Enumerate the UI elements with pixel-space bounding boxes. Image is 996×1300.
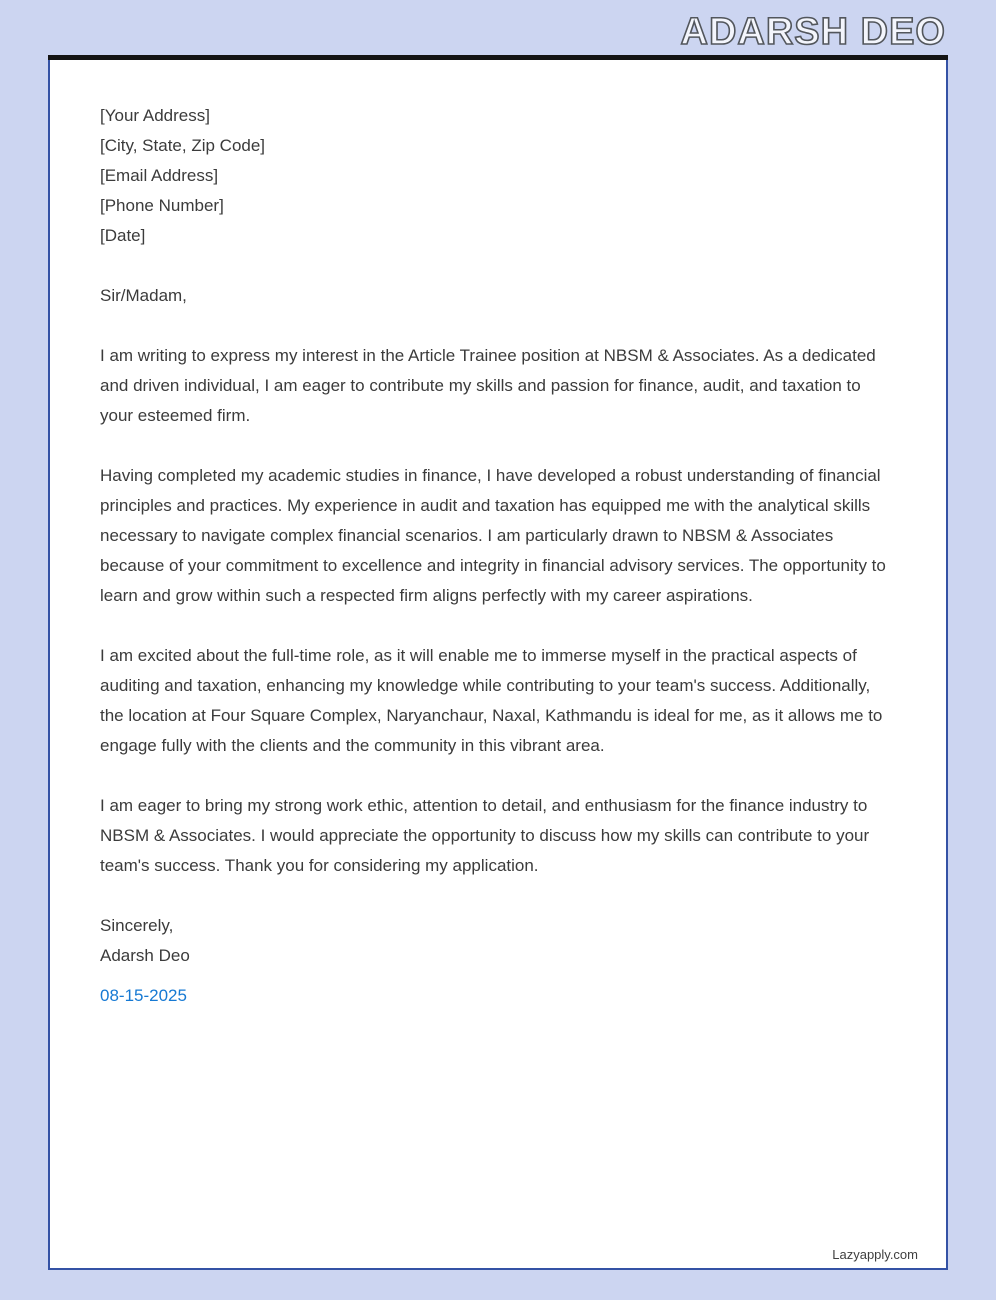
address-line: [Date] [100, 226, 146, 245]
address-line: [Your Address] [100, 106, 210, 125]
applicant-name: ADARSH DEO [680, 11, 946, 53]
salutation: Sir/Madam, [100, 286, 187, 305]
closing-block [100, 911, 896, 1011]
address-line: [City, State, Zip Code] [100, 136, 266, 155]
page-header [48, 10, 948, 54]
letter-paragraph: I am eager to bring my strong work ethic, attention to detail, and enthusiasm for the finance industry to NBSM & Associates. I would appreciate the opportunity to discuss how my skills can contribute to your team's success. Thank you for considering my application. [100, 796, 870, 875]
letter-page [48, 57, 948, 1270]
sender-info-block [100, 101, 896, 251]
signature-name: Adarsh Deo [100, 946, 190, 965]
address-line: [Phone Number] [100, 196, 224, 215]
header-divider [48, 55, 948, 60]
letter-paragraph: I am excited about the full-time role, as it will enable me to immerse myself in the practical aspects of auditing and taxation, enhancing my knowledge while contributing to your team's success. Additionally, the location at Four Square Complex, Naryanchaur, Naxal, Kathmandu is ideal for me, as it allows me to engage fully with the clients and the community in this vibrant area. [100, 646, 883, 755]
letter-body [100, 101, 896, 1011]
closing-text: Sincerely, [100, 916, 174, 935]
address-line: [Email Address] [100, 166, 219, 185]
footer-brand: Lazyapply.com [832, 1247, 918, 1262]
letter-date-link[interactable]: 08-15-2025 [100, 986, 187, 1005]
letter-paragraph: Having completed my academic studies in finance, I have developed a robust understanding of financial principles and practices. My experience in audit and taxation has equipped me with the analytical skills necessary to navigate complex financial scenarios. I am particularly drawn to NBSM & Associates because of your commitment to excellence and integrity in financial advisory services. The opportunity to learn and grow within such a respected firm aligns perfectly with my career aspirations. [100, 466, 886, 605]
letter-paragraph: I am writing to express my interest in the Article Trainee position at NBSM & Associates. As a dedicated and driven individual, I am eager to contribute my skills and passion for finance, audit, and taxation to your esteemed firm. [100, 346, 876, 425]
